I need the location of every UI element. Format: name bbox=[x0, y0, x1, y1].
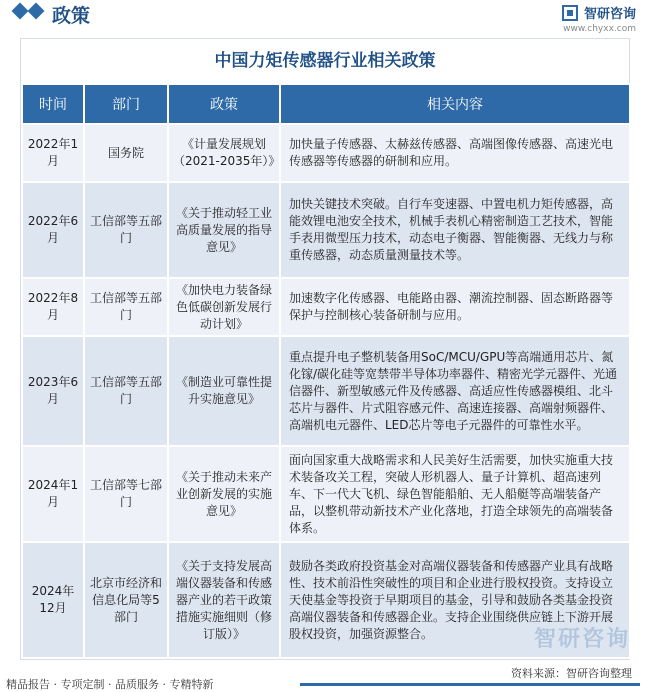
policy-table bbox=[21, 83, 631, 659]
footer-divider bbox=[300, 683, 640, 686]
column-header-dept: 部门 bbox=[84, 84, 168, 124]
table-row bbox=[22, 336, 630, 446]
table-row bbox=[22, 124, 630, 182]
cell-content: 加快关键技术突破。自行车变速器、中置电机力矩传感器，高能效锂电池安全技术，机械手表机心精密制造工艺技术，智能手表用微型压力技术，动态电子衡器、智能衡器、无线力与称重传感器，动态质量测量技术等。 bbox=[280, 182, 630, 278]
cell-dept: 工信部等五部门 bbox=[84, 182, 168, 278]
cell-time: 2022年1月 bbox=[22, 124, 84, 182]
brand-name: 智研咨询 bbox=[583, 7, 636, 22]
diamond-icon bbox=[28, 3, 45, 20]
table-row bbox=[22, 278, 630, 336]
cell-time: 2024年12月 bbox=[22, 542, 84, 658]
table-row bbox=[22, 182, 630, 278]
cell-time: 2024年1月 bbox=[22, 446, 84, 542]
watermark-logo: 智研咨询 bbox=[533, 627, 630, 652]
cell-dept: 国务院 bbox=[84, 124, 168, 182]
cell-policy: 《制造业可靠性提升实施意见》 bbox=[168, 336, 280, 446]
cell-policy: 《关于推动未来产业创新发展的实施意见》 bbox=[168, 446, 280, 542]
cell-policy: 《加快电力装备绿色低碳创新发展行动计划》 bbox=[168, 278, 280, 336]
table-title: 中国力矩传感器行业相关政策 bbox=[214, 51, 436, 71]
cell-time: 2023年6月 bbox=[22, 336, 84, 446]
brand-logo-icon bbox=[562, 5, 578, 21]
top-bar bbox=[0, 0, 650, 28]
column-header-content: 相关内容 bbox=[280, 84, 630, 124]
table-header-row bbox=[22, 84, 630, 124]
page-title: 政策 bbox=[52, 5, 91, 27]
column-header-time: 时间 bbox=[22, 84, 84, 124]
cell-policy: 《关于支持发展高端仪器装备和传感器产业的若干政策措施实施细则（修订版）》 bbox=[168, 542, 280, 658]
cell-dept: 工信部等五部门 bbox=[84, 278, 168, 336]
cell-content: 面向国家重大战略需求和人民美好生活需要，加快实施重大技术装备攻关工程，突破人形机器人、量子计算机、超高速列车、下一代大飞机、绿色智能船舶、无人船艇等高端装备产品，以整机带动新技术产业化落地，打造全球领先的高端装备体系。 bbox=[280, 446, 630, 542]
footer-tagline: 精品报告 · 专项定制 · 品质服务 · 专精特新 bbox=[6, 678, 214, 691]
footer bbox=[0, 676, 650, 692]
cell-policy: 《关于推动轻工业高质量发展的指导意见》 bbox=[168, 182, 280, 278]
brand bbox=[562, 3, 636, 22]
site-url[interactable]: www.chyxx.com bbox=[563, 24, 636, 34]
cell-time: 2022年6月 bbox=[22, 182, 84, 278]
diamond-icon bbox=[12, 3, 29, 20]
table-row bbox=[22, 446, 630, 542]
cell-content: 鼓励各类政府投资基金对高端仪器装备和传感器产业具有战略性、技术前沿性突破性的项目和企业进行股权投资。支持设立天使基金等投资于早期项目的基金，引导和鼓励各类基金投资高端仪器装备和传感器企业。支持企业围绕供应链上下游开展股权投资，加强资源整合。 bbox=[280, 542, 630, 658]
cell-dept: 工信部等七部门 bbox=[84, 446, 168, 542]
cell-content: 加快量子传感器、太赫兹传感器、高端图像传感器、高速光电传感器等传感器的研制和应用。 bbox=[280, 124, 630, 182]
cell-dept: 北京市经济和信息化局等5部门 bbox=[84, 542, 168, 658]
cell-dept: 工信部等五部门 bbox=[84, 336, 168, 446]
column-header-policy: 政策 bbox=[168, 84, 280, 124]
policy-table-card bbox=[20, 38, 630, 660]
cell-time: 2022年8月 bbox=[22, 278, 84, 336]
cell-content: 重点提升电子整机装备用SoC/MCU/GPU等高端通用芯片、氮化镓/碳化硅等宽禁带半导体功率器件、精密光学元器件、光通信器件、新型敏感元件及传感器、高适应性传感器模组、北斗芯片与器件、片式阻容感元件、高速连接器、高端射频器件、高端机电元器件、LED芯片等电子元器件的可靠性水平。 bbox=[280, 336, 630, 446]
cell-content: 加速数字化传感器、电能路由器、潮流控制器、固态断路器等保护与控制核心装备研制与应用。 bbox=[280, 278, 630, 336]
cell-policy: 《计量发展规划（2021-2035年）》 bbox=[168, 124, 280, 182]
source-note: 资料来源：智研咨询整理 bbox=[511, 667, 632, 680]
